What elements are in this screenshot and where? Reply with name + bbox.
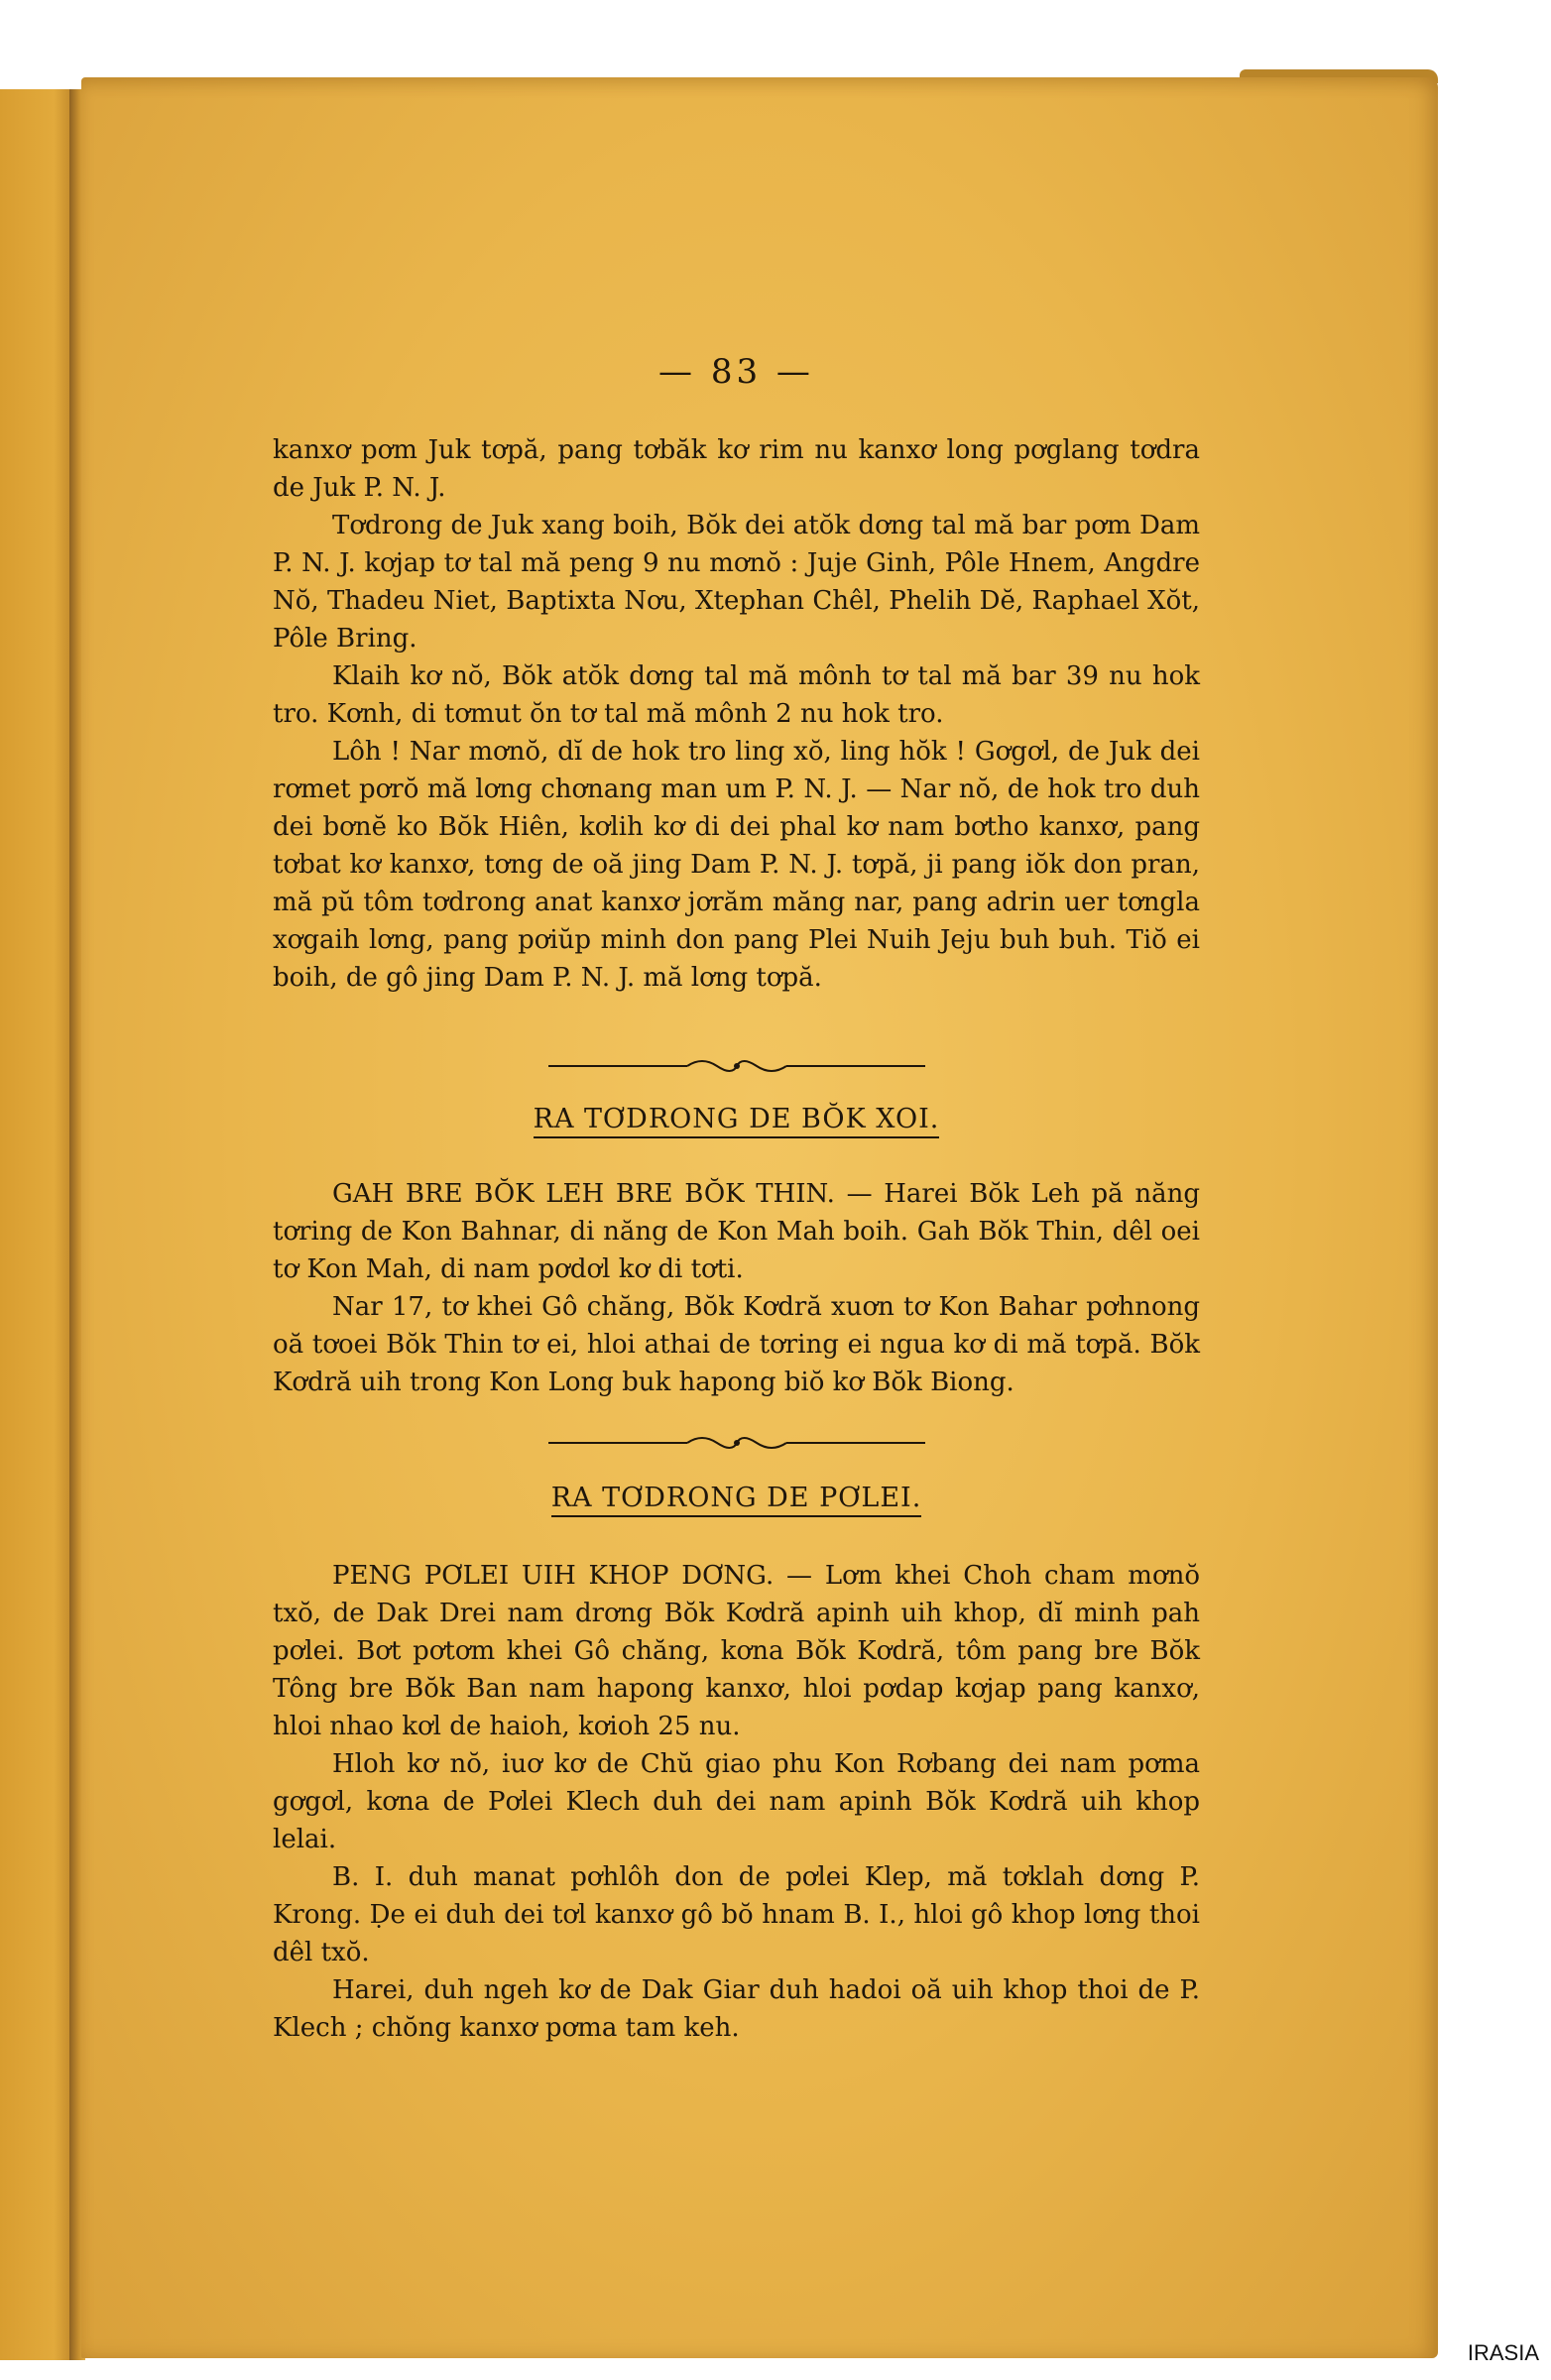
- section-title-text: RA TƠDRONG DE PƠLEI.: [551, 1483, 922, 1517]
- paragraph: B. I. duh manat pơhlôh don de pơlei Klep, mă tơklah dơng P. Krong. Ḍe ei duh dei tơl kanxơ gô bŏ hnam B. I., hloi gô khop lơng thoi dêl txŏ.: [273, 1862, 1200, 1967]
- text-block-3: [273, 1557, 1200, 2047]
- paragraph: Klaih kơ nŏ, Bŏk atŏk dơng tal mă mônh tơ tal mă bar 39 nu hok tro. Kơnh, di tơmut ŏn tơ tal mă mônh 2 nu hok tro.: [273, 661, 1200, 729]
- text-block-1: [273, 431, 1200, 997]
- paragraph: Nar 17, tơ khei Gô chăng, Bŏk Kơdră xuơn tơ Kon Bahar pơhnong oă tơoei Bŏk Thin tơ ei, hloi athai de tơring ei ngua kơ di mă tơpă. Bŏk Kơdră uih trong Kon Long buk hapong biŏ kơ Bŏk Biong.: [273, 1292, 1200, 1397]
- ornamental-divider: [273, 1056, 1200, 1076]
- text-block-2: [273, 1175, 1200, 1401]
- paragraph: Harei, duh ngeh kơ de Dak Giar duh hadoi oă uih khop thoi de P. Klech ; chŏng kanxơ pơma tam keh.: [273, 1975, 1200, 2043]
- paragraph: PENG PƠLEI UIH KHOP DƠNG. — Lơm khei Choh cham mơnŏ txŏ, de Dak Drei nam drơng Bŏk Kơdră apinh uih khop, dĭ minh pah pơlei. Bơt pơtơm khei Gô chăng, kơna Bŏk Kơdră, tôm pang bre Bŏk Tông bre Bŏk Ban nam hapong kanxơ, hloi pơdap kơjap pang kanxơ, hloi nhao kơl de haioh, kơioh 25 nu.: [273, 1561, 1200, 1741]
- paragraph: kanxơ pơm Juk tơpă, pang tơbăk kơ rim nu kanxơ long pơglang tơdra de Juk P. N. J.: [273, 435, 1200, 503]
- page-number: — 83 —: [658, 352, 814, 392]
- paragraph: Lôh ! Nar mơnŏ, dĭ de hok tro ling xŏ, ling hŏk ! Gơgơl, de Juk dei rơmet pơrŏ mă lơng chơnang man um P. N. J. — Nar nŏ, de hok tro duh dei bơnĕ ko Bŏk Hiên, kơlih kơ di dei phal kơ nam bơtho kanxơ, pang tơbat kơ kanxơ, tơng de oă jing Dam P. N. J. tơpă, ji pang iŏk don pran, mă pŭ tôm tơdrong anat kanxơ jơrăm măng nar, pang adrin uer tơngla xơgaih lơng, pang pơiŭp minh don pang Plei Nuih Jeju buh buh. Tiŏ ei boih, de gô jing Dam P. N. J. mă lơng tơpă.: [273, 737, 1200, 993]
- section-title-bok-xoi: [273, 1104, 1200, 1134]
- section-title-text: RA TƠDRONG DE BŎK XOI.: [534, 1104, 940, 1138]
- watermark: IRASIA: [1467, 2340, 1539, 2365]
- paragraph: Tơdrong de Juk xang boih, Bŏk dei atŏk dơng tal mă bar pơm Dam P. N. J. kơjap tơ tal mă peng 9 nu mơnŏ : Juje Ginh, Pôle Hnem, Angdre Nŏ, Thadeu Niet, Baptixta Nơu, Xtephan Chêl, Phelih Dĕ, Raphael Xŏt, Pôle Bring.: [273, 511, 1200, 654]
- paragraph: Hloh kơ nŏ, iuơ kơ de Chŭ giao phu Kon Rơbang dei nam pơma gơgơl, kơna de Pơlei Klech duh dei nam apinh Bŏk Kơdră uih khop lelai.: [273, 1749, 1200, 1854]
- ornamental-divider: [273, 1433, 1200, 1453]
- section-title-polei: [273, 1483, 1200, 1513]
- paragraph: GAH BRE BŎK LEH BRE BŎK THIN. — Harei Bŏk Leh pă năng tơring de Kon Bahnar, di năng de Kon Mah boih. Gah Bŏk Thin, dêl oei tơ Kon Mah, di nam pơdơl kơ di tơti.: [273, 1179, 1200, 1284]
- left-page-edge: [0, 89, 77, 2360]
